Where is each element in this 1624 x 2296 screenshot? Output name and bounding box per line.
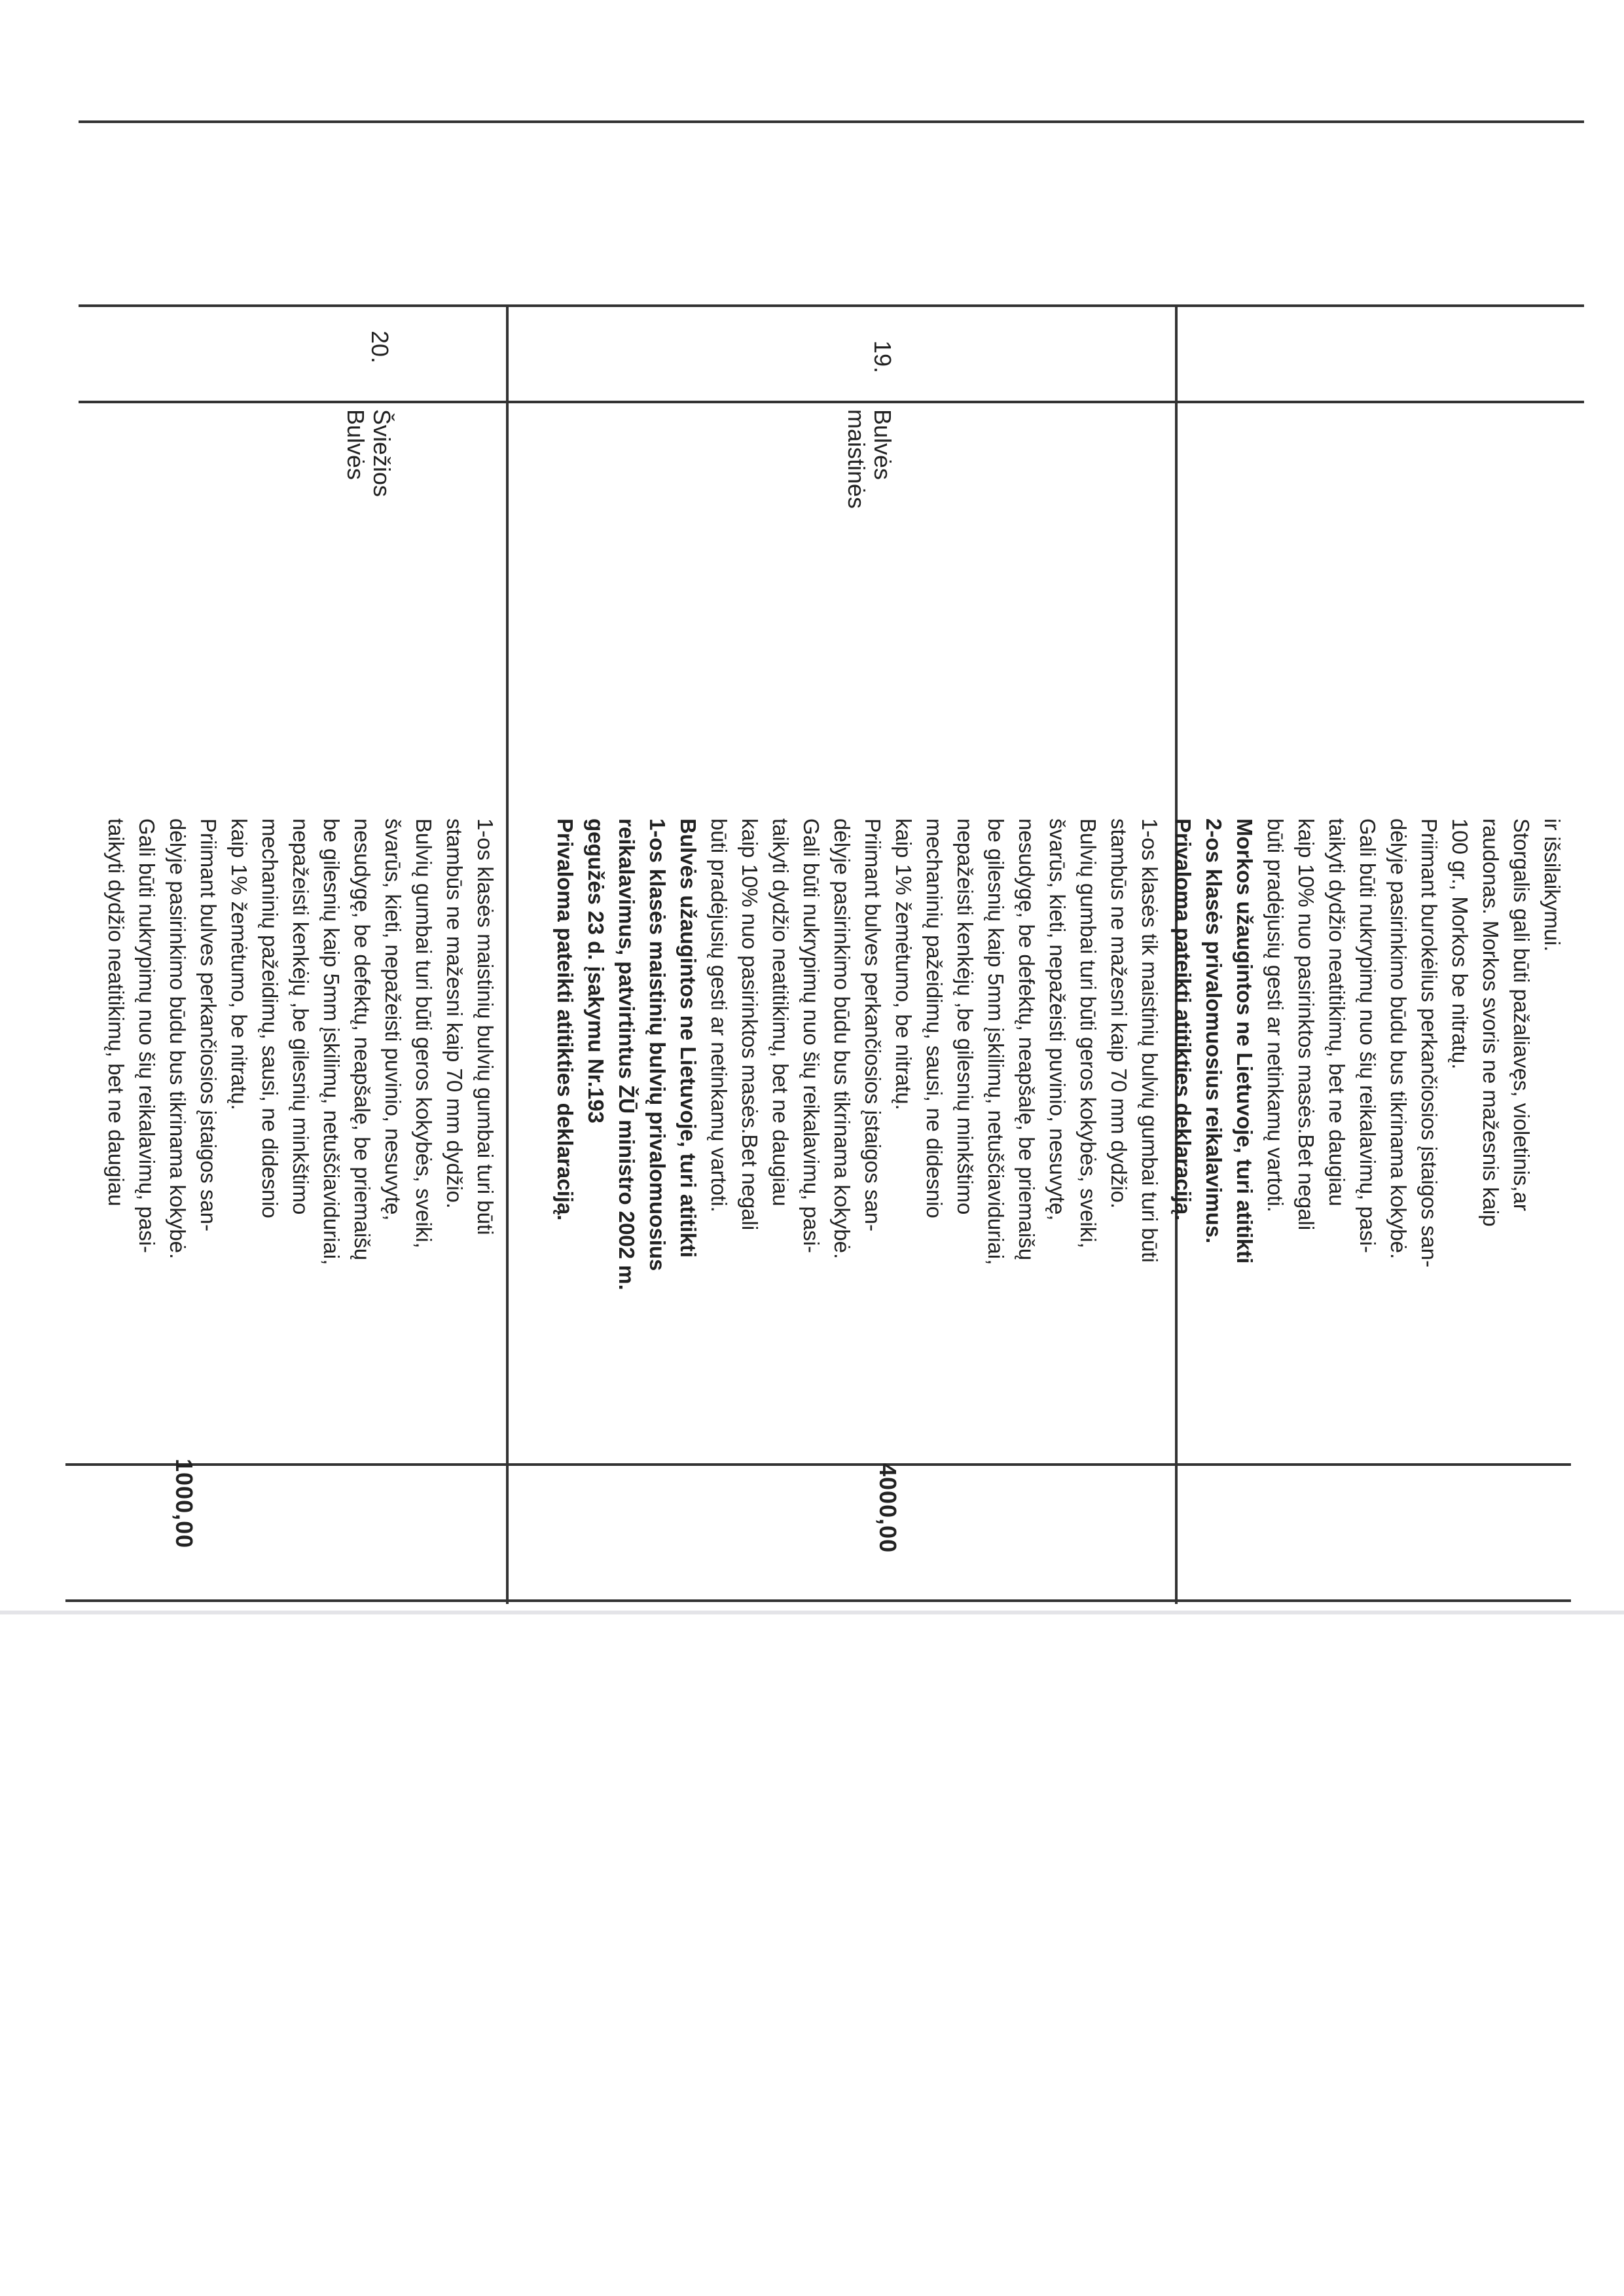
table-rule-price-col bbox=[65, 1463, 1571, 1466]
desc-line: nesudygę, be defektų, neapšalę, be priemaišų bbox=[1015, 818, 1039, 1261]
desc-line: taikyti dydžio neatitikimų, bet ne daugiau bbox=[104, 818, 128, 1207]
table-rule-bottom bbox=[65, 1599, 1571, 1602]
scan-edge bbox=[0, 1611, 1624, 1614]
desc-line: nesudygę, be defektų, neapšalę, be priemaišų bbox=[350, 818, 374, 1261]
desc-line: Gali būti nukrypimų nuo šių reikalavimų, pasi- bbox=[135, 818, 159, 1253]
desc-line: Privaloma pateikti atitikties deklaraciją. bbox=[553, 818, 577, 1221]
desc-line: būti pradėjusių gesti ar netinkamų vartoti. bbox=[707, 818, 731, 1212]
row20-product-line-1: Šviežios bbox=[369, 409, 395, 498]
desc-line: reikalavimus, patvirtintus ŽŪ ministro 2002 m. bbox=[615, 818, 639, 1290]
table-rule-row20-right bbox=[506, 304, 509, 1604]
desc-line: dėlyje pasirinkimo būdu bus tikrinama kokybė. bbox=[166, 818, 190, 1260]
desc-line: mechaninių pažeidimų, sausi, ne didesnio bbox=[258, 818, 282, 1218]
desc-line: dėlyje pasirinkimo būdu bus tikrinama kokybė. bbox=[1386, 818, 1411, 1260]
desc-line: stambūs ne mažesni kaip 70 mm dydžio. bbox=[1107, 818, 1131, 1209]
beets-continuation bbox=[1168, 818, 1568, 1267]
row19-product-line-1: Bulvės bbox=[869, 409, 896, 481]
row20-number: 20. bbox=[367, 331, 393, 364]
desc-line: Priimant burokėlius perkančiosios įstaigos san- bbox=[1417, 818, 1441, 1267]
row19-description bbox=[550, 818, 1165, 1290]
desc-line: Priimant bulves perkančiosios įstaigos san- bbox=[196, 818, 221, 1231]
desc-line: raudonas. Morkos svoris ne mažesnis kaip bbox=[1479, 818, 1503, 1227]
desc-line: taikyti dydžio neatitikimų, bet ne daugiau bbox=[1325, 818, 1349, 1207]
desc-line: be gilesnių kaip 5mm įskilimų, netuščiaviduriai, bbox=[984, 818, 1008, 1266]
row19-product-line-2: maistinės bbox=[843, 409, 870, 509]
desc-line: taikyti dydžio neatitikimų, bet ne daugiau bbox=[768, 818, 793, 1207]
desc-line: Bulvės užaugintos ne Lietuvoje, turi atitikti bbox=[676, 818, 700, 1258]
table-rule-header bbox=[79, 401, 1584, 403]
desc-line: švarūs, kieti, nepažeisti puvinio, nesuvytę, bbox=[1045, 818, 1070, 1221]
desc-line: 1-os klasės maistinių bulvių privalomuosius bbox=[645, 818, 670, 1271]
desc-line: Priimant bulves perkančiosios įstaigos san- bbox=[861, 818, 885, 1231]
desc-line: būti pradėjusių gesti ar netinkamų vartoti. bbox=[1263, 818, 1288, 1212]
desc-line: kaip 10% nuo pasirinktos masės.Bet negali bbox=[1294, 818, 1318, 1231]
desc-line: kaip 1% žemėtumo, be nitratų. bbox=[892, 818, 916, 1110]
desc-line: 1-os klasės tik maistinių bulvių gumbai turi būti bbox=[1138, 818, 1162, 1263]
row19-product bbox=[843, 409, 895, 509]
row20-price: 1000,00 bbox=[171, 1459, 198, 1549]
desc-line: ir išsilaikymui. bbox=[1540, 818, 1564, 952]
desc-line: be gilesnių kaip 5mm įskilimų, netuščiaviduriai, bbox=[319, 818, 344, 1266]
desc-line: Bulvių gumbai turi būti geros kokybės, sveiki, bbox=[412, 818, 436, 1248]
table-rule-top bbox=[79, 120, 1584, 123]
desc-line: nepažeisti kenkėjų ,be gilesnių minkštimo bbox=[953, 818, 977, 1215]
desc-line: stambūs ne mažesni kaip 70 mm dydžio. bbox=[442, 818, 467, 1209]
desc-line: švarūs, kieti, nepažeisti puvinio, nesuvytę, bbox=[381, 818, 405, 1221]
desc-line: 2-os klasės privalomuosius reikalavimus. bbox=[1202, 818, 1226, 1244]
row19-number: 19. bbox=[869, 340, 896, 374]
desc-line: dėlyje pasirinkimo būdu bus tikrinama kokybė. bbox=[830, 818, 854, 1260]
desc-line: kaip 10% nuo pasirinktos masės.Bet negali bbox=[738, 818, 762, 1231]
row20-description bbox=[101, 818, 501, 1265]
desc-line: Morkos užaugintos ne Lietuvoje, turi atitikti bbox=[1233, 818, 1257, 1264]
table-rule-row-top bbox=[79, 304, 1584, 307]
row20-product-line-2: Bulvės bbox=[342, 409, 369, 481]
desc-line: 1-os klasės maistinių bulvių gumbai turi būti bbox=[473, 818, 497, 1235]
desc-line: nepažeisti kenkėjų ,be gilesnių minkštimo bbox=[289, 818, 313, 1215]
desc-line: Bulvių gumbai turi būti geros kokybės, sveiki, bbox=[1076, 818, 1100, 1248]
desc-line: gegužės 23 d. įsakymu Nr.193 bbox=[584, 818, 608, 1123]
row19-price: 4000,00 bbox=[875, 1463, 901, 1554]
row20-product bbox=[342, 409, 395, 497]
desc-line: Gali būti nukrypimų nuo šių reikalavimų, pasi- bbox=[799, 818, 823, 1253]
desc-line: Storgalis gali būti pažaliavęs, violetinis,ar bbox=[1509, 818, 1534, 1211]
desc-line: kaip 1% žemėtumo, be nitratų. bbox=[227, 818, 251, 1110]
desc-line: 100 gr., Morkos be nitratų. bbox=[1448, 818, 1472, 1070]
desc-line: mechaninių pažeidimų, sausi, ne didesnio bbox=[922, 818, 947, 1218]
desc-line: Privaloma pateikti atitikties deklaraciją. bbox=[1171, 818, 1195, 1221]
desc-line: Gali būti nukrypimų nuo šių reikalavimų, pasi- bbox=[1356, 818, 1380, 1253]
